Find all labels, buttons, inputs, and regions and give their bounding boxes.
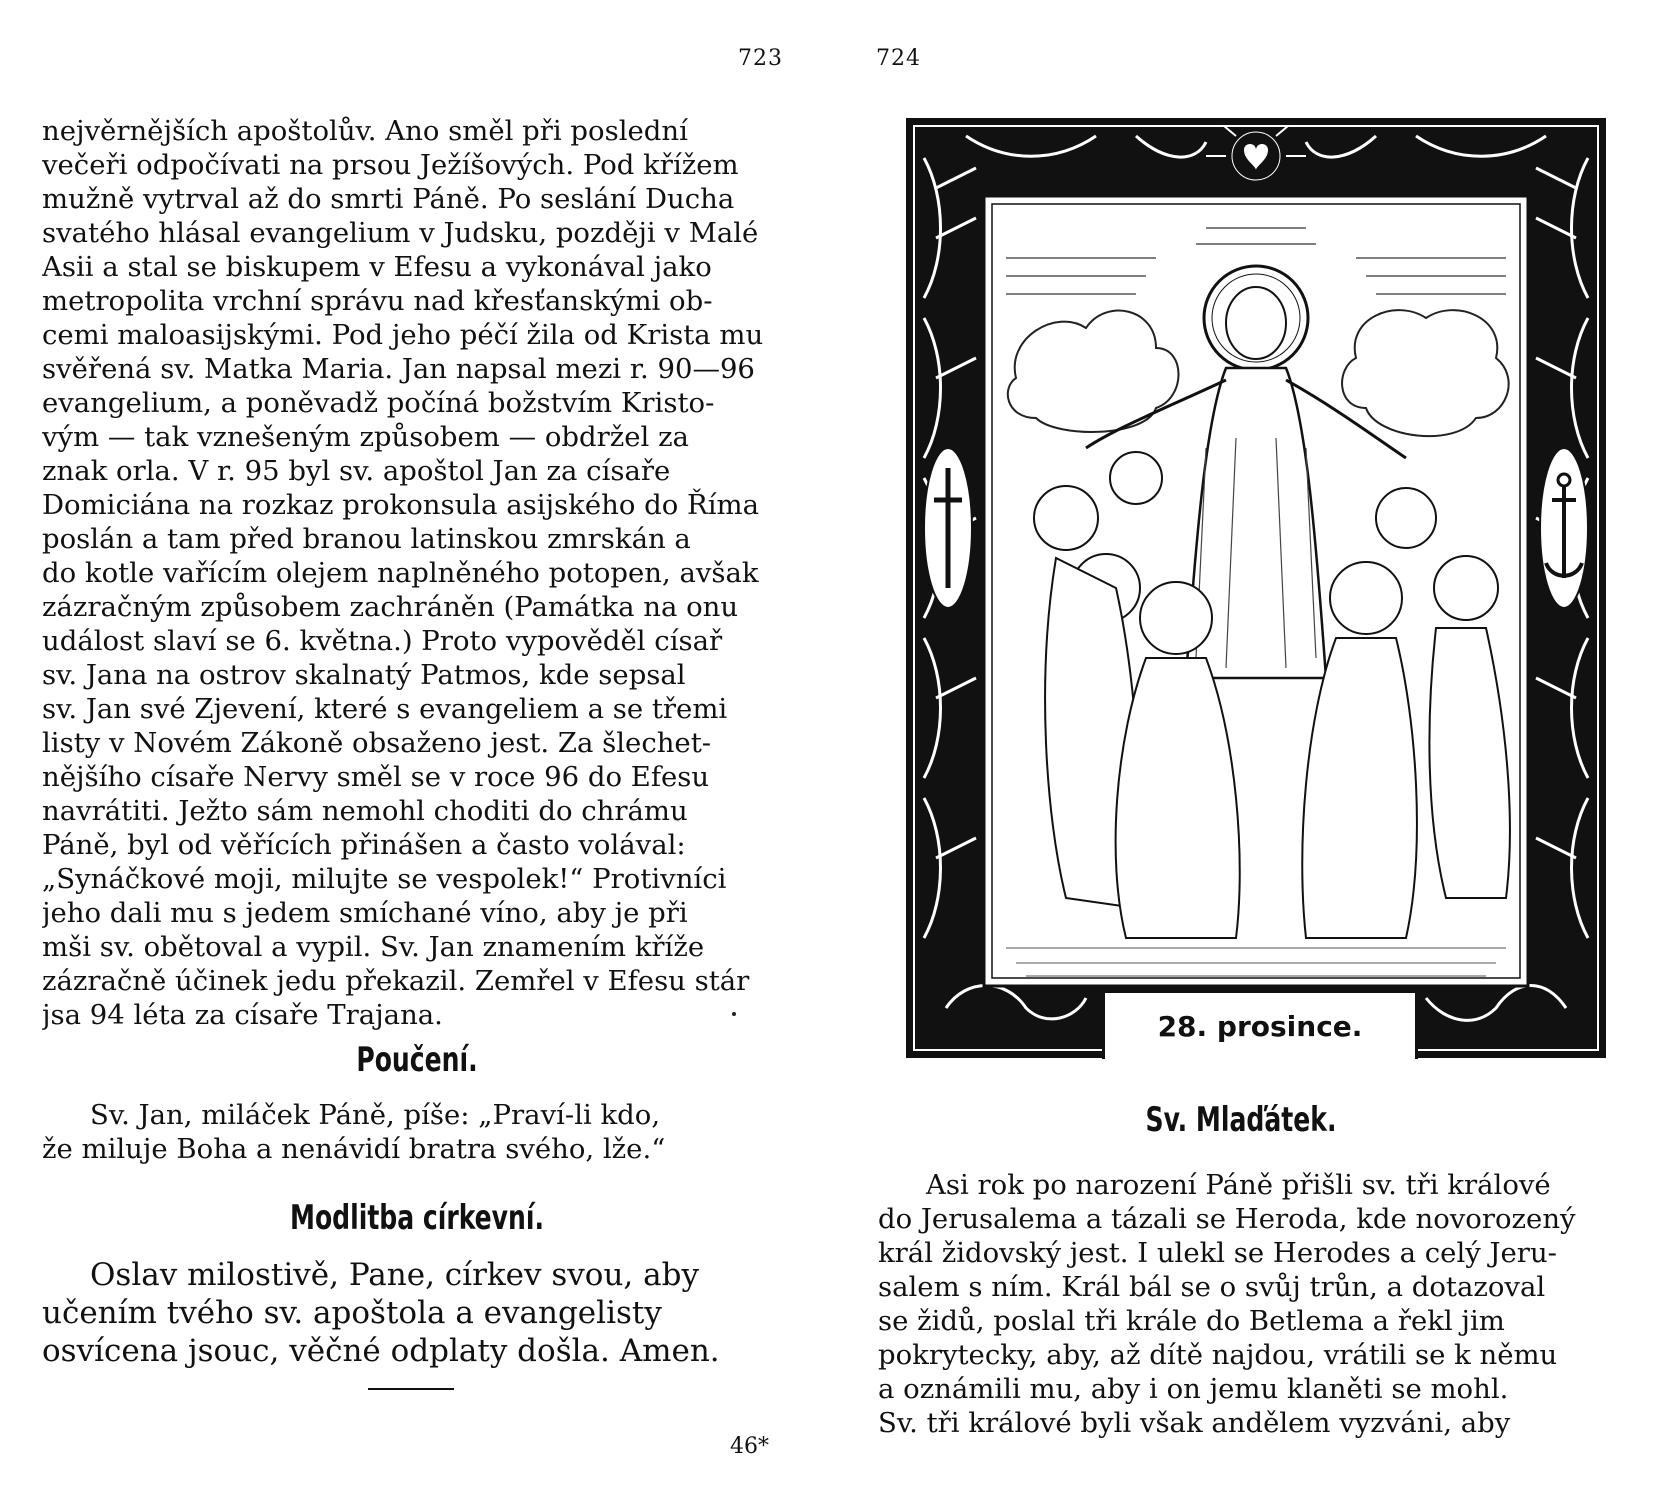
text-line: „Synáčkové moji, milujte se vespolek!“ Protivníci: [42, 863, 727, 895]
text-line: že miluje Boha a nenávidí bratra svého, lže.“: [42, 1133, 666, 1165]
illustration-caption: 28. prosince.: [1102, 990, 1418, 1059]
text-line: král židovský jest. I ulekl se Herodes a celý Jeru-: [878, 1237, 1557, 1269]
heading-prayer: Modlitba církevní.: [289, 1198, 545, 1238]
text-line: a oznámili mu, aby i on jemu klaněti se mohl.: [878, 1373, 1509, 1405]
text-line: svatého hlásal evangelium v Judsku, později v Malé: [42, 217, 759, 249]
text-line: Oslav milostivě, Pane, církev svou, aby: [90, 1257, 699, 1293]
anchor-icon: [1540, 448, 1588, 608]
page-number-left: 723: [738, 46, 783, 71]
heading-instruction: Poučení.: [356, 1040, 478, 1080]
text-line: pokrytecky, aby, až dítě najdou, vrátili se k němu: [878, 1339, 1558, 1371]
text-line: vým — tak vznešeným způsobem — obdržel za: [42, 421, 689, 453]
text-line: osvícena jsouc, věčné odplaty došla. Amen.: [42, 1333, 720, 1369]
right-page: [828, 0, 1656, 1500]
print-speck: [732, 1012, 736, 1016]
text-line: znak orla. V r. 95 byl sv. apoštol Jan za císaře: [42, 455, 671, 487]
text-line: salem s ním. Král bál se o svůj trůn, a dotazoval: [878, 1271, 1546, 1303]
text-line: večeři odpočívati na prsou Ježíšových. Pod křížem: [42, 149, 739, 181]
text-line: nejvěrnějších apoštolův. Ano směl při poslední: [42, 115, 688, 147]
text-line: listy v Novém Zákoně obsaženo jest. Za šlechet-: [42, 727, 712, 759]
text-line: do Jerusalema a tázali se Heroda, kde novorozený: [878, 1203, 1576, 1235]
prayer-text: [42, 1256, 792, 1370]
text-line: Páně, byl od věřících přinášen a často volával:: [42, 829, 686, 861]
text-line: sv. Jana na ostrov skalnatý Patmos, kde sepsal: [42, 659, 686, 691]
closing-rule: [368, 1388, 454, 1390]
text-line: se židů, poslal tři krále do Betlema a řekl jim: [878, 1305, 1505, 1337]
text-line: poslán a tam před branou latinskou zmrskán a: [42, 523, 691, 555]
instruction-text: [42, 1098, 792, 1166]
heading-holy-innocents: Sv. Mlaďátek.: [1145, 1100, 1337, 1140]
text-line: jeho dali mu s jedem smíchané víno, aby je při: [42, 897, 688, 929]
text-line: mužně vytrval až do smrti Páně. Po seslání Ducha: [42, 183, 735, 215]
text-line: jsa 94 léta za císaře Trajana.: [42, 999, 443, 1031]
text-line: zázračně účinek jedu překazil. Zemřel v Efesu stár: [42, 965, 750, 997]
text-line: Sv. Jan, miláček Páně, píše: „Praví-li kdo,: [90, 1099, 661, 1131]
cross-icon: [924, 448, 972, 608]
engraving-frame: [906, 118, 1606, 1058]
text-line: Sv. tři králové byli však andělem vyzváni, aby: [878, 1407, 1511, 1439]
body-text-right: [878, 1168, 1604, 1440]
text-line: mši sv. obětoval a vypil. Sv. Jan znamením kříže: [42, 931, 705, 963]
text-line: Asi rok po narození Páně přišli sv. tři králové: [926, 1169, 1551, 1201]
text-line: navrátiti. Ježto sám nemohl choditi do chrámu: [42, 795, 688, 827]
text-line: Asii a stal se biskupem v Efesu a vykonával jako: [42, 251, 712, 283]
text-line: učením tvého sv. apoštola a evangelisty: [42, 1295, 662, 1331]
illustration-holy-innocents: [906, 118, 1606, 1058]
signature-mark: 46*: [730, 1434, 769, 1459]
text-line: svěřená sv. Matka Maria. Jan napsal mezi r. 90—96: [42, 353, 755, 385]
text-line: událost slaví se 6. května.) Proto vypověděl císař: [42, 625, 723, 657]
text-line: cemi maloasijskými. Pod jeho péčí žila od Krista mu: [42, 319, 764, 351]
text-line: Domiciána na rozkaz prokonsula asijského do Říma: [42, 489, 760, 521]
text-line: nějšího císaře Nervy směl se v roce 96 do Efesu: [42, 761, 710, 793]
text-line: metropolita vrchní správu nad křesťanskými ob-: [42, 285, 713, 317]
text-line: sv. Jan své Zjevení, které s evangeliem a se třemi: [42, 693, 728, 725]
text-line: do kotle vařícím olejem naplněného potopen, avšak: [42, 557, 759, 589]
text-line: zázračným způsobem zachráněn (Památka na onu: [42, 591, 739, 623]
page-number-right: 724: [876, 46, 921, 71]
body-text-left: [42, 114, 792, 1032]
text-line: evangelium, a poněvadž počíná božstvím Kristo-: [42, 387, 715, 419]
